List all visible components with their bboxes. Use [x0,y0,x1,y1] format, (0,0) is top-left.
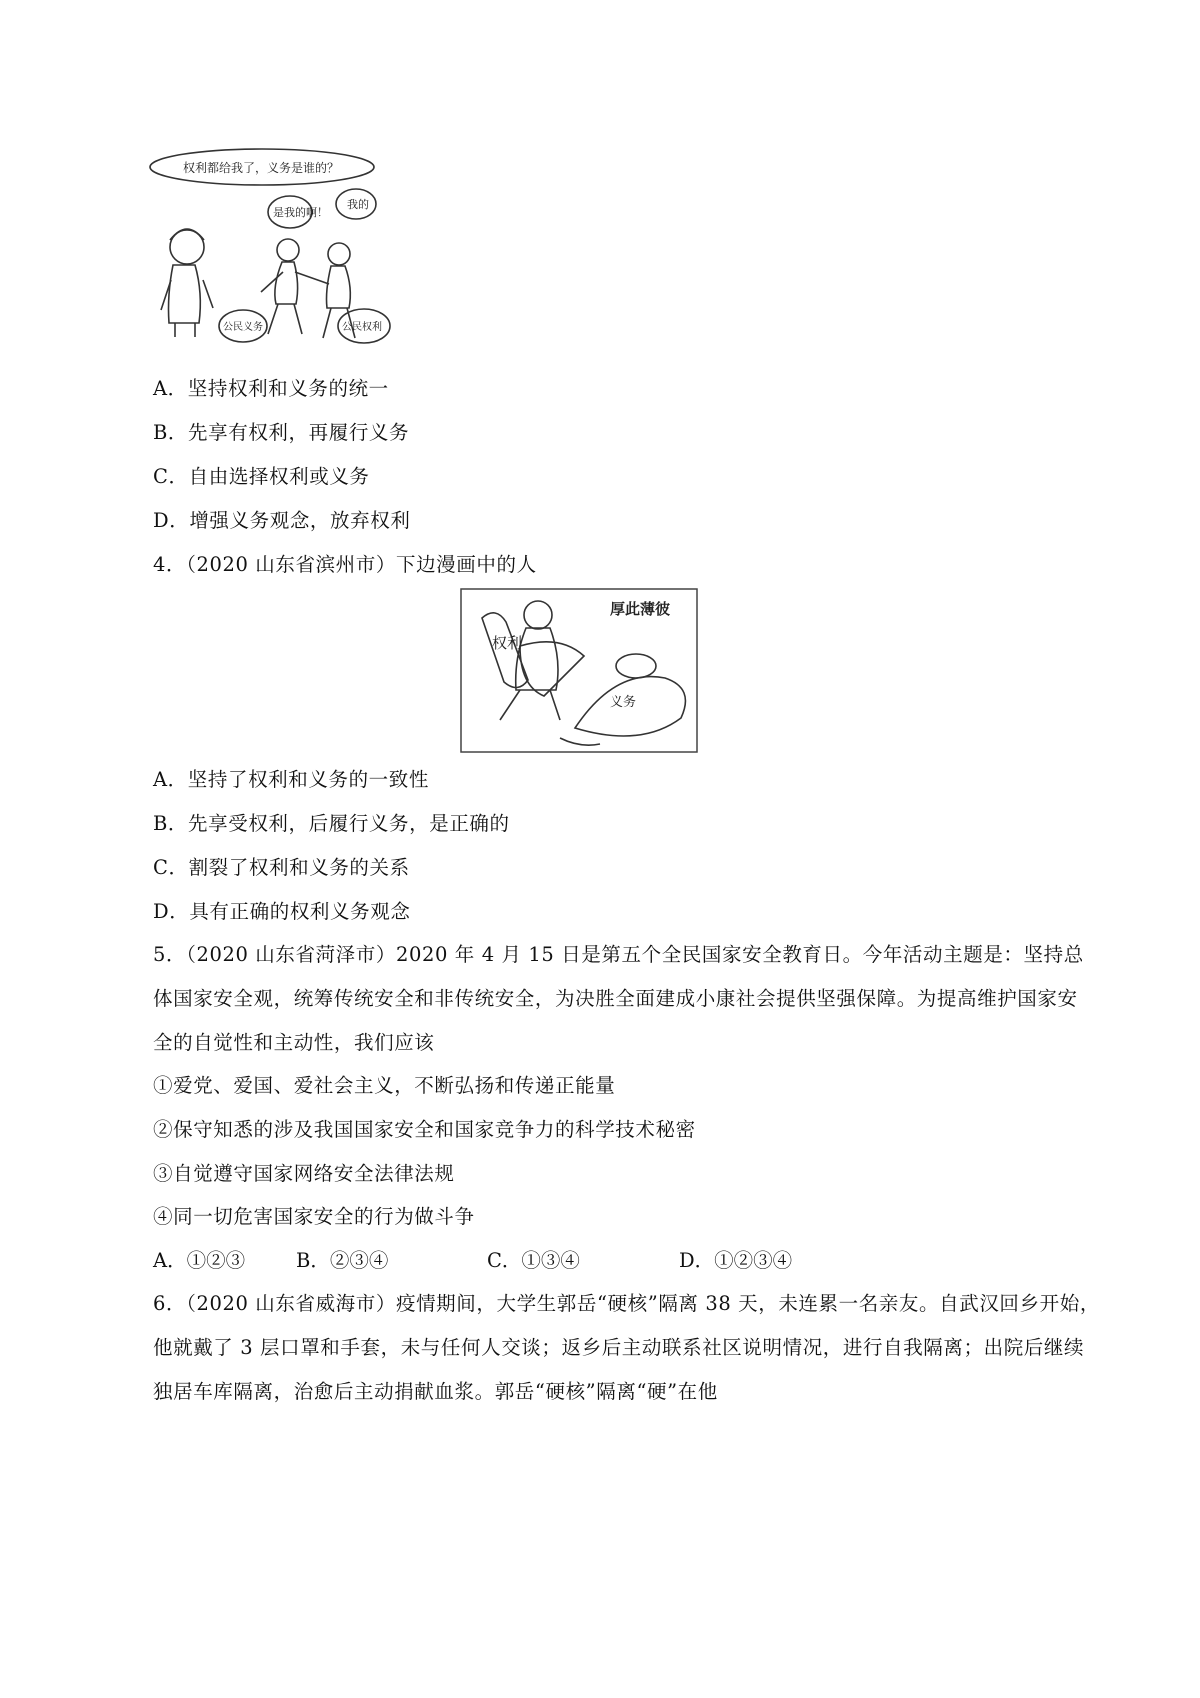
q5-option-d: D．①②③④ [679,1249,793,1272]
label-civic-duty: 公民义务 [223,322,263,333]
q5-option-a: A．①②③ [153,1249,246,1272]
q5-item-2: ②保守知悉的涉及我国国家安全和国家竞争力的科学技术秘密 [153,1118,696,1141]
q4-option-b: B．先享受权利，后履行义务，是正确的 [153,812,510,835]
favor-one-cartoon [460,588,698,753]
q3-option-d: D．增强义务观念，放弃权利 [153,509,411,532]
q3-option-b: B．先享有权利，再履行义务 [153,421,410,444]
q3-option-c: C．自由选择权利或义务 [153,465,370,488]
q4-option-c: C．割裂了权利和义务的关系 [153,856,410,879]
q6-stem-line-1: 6．（2020 山东省威海市）疫情期间，大学生郭岳“硬核”隔离 38 天，未连累一名亲友。自武汉回乡开始， [153,1292,1100,1315]
q5-item-4: ④同一切危害国家安全的行为做斗争 [153,1205,475,1228]
q3-option-a: A．坚持权利和义务的统一 [153,377,389,400]
q5-item-1: ①爱党、爱国、爱社会主义，不断弘扬和传递正能量 [153,1074,616,1097]
label-civic-rights: 公民权利 [342,322,382,333]
child-bubble-a: 是我的啊！ [273,206,328,219]
q5-stem-line-3: 全的自觉性和主动性，我们应该 [153,1031,435,1054]
q5-stem-line-1: 5．（2020 山东省菏泽市）2020 年 4 月 15 日是第五个全民国家安全教育日。今年活动主题是：坚持总 [153,943,1084,966]
q5-stem-line-2: 体国家安全观，统筹传统安全和非传统安全，为决胜全面建成小康社会提供坚强保障。为提高维护国家安 [153,987,1078,1010]
speech-bubble-text: 权利都给我了，义务是谁的？ [183,161,340,175]
q6-stem-line-2: 他就戴了 3 层口罩和手套，未与任何人交谈；返乡后主动联系社区说明情况，进行自我隔离；出院后继续 [153,1336,1085,1359]
rights-duties-cartoon [145,140,395,355]
cartoon-label-rights: 权利 [492,634,523,652]
q6-stem-line-3: 独居车库隔离，治愈后主动捐献血浆。郭岳“硬核”隔离“硬”在他 [153,1380,718,1403]
cartoon-label-duties: 义务 [610,695,637,710]
q5-option-b: B．②③④ [296,1249,389,1272]
q4-option-d: D．具有正确的权利义务观念 [153,900,411,923]
q4-stem: 4．（2020 山东省滨州市）下边漫画中的人 [153,553,537,576]
child-bubble-b: 我的 [347,198,369,211]
q4-option-a: A．坚持了权利和义务的一致性 [153,768,429,791]
q5-item-3: ③自觉遵守国家网络安全法律法规 [153,1162,455,1185]
q5-option-c: C．①③④ [487,1249,580,1272]
cartoon-title: 厚此薄彼 [610,600,671,618]
